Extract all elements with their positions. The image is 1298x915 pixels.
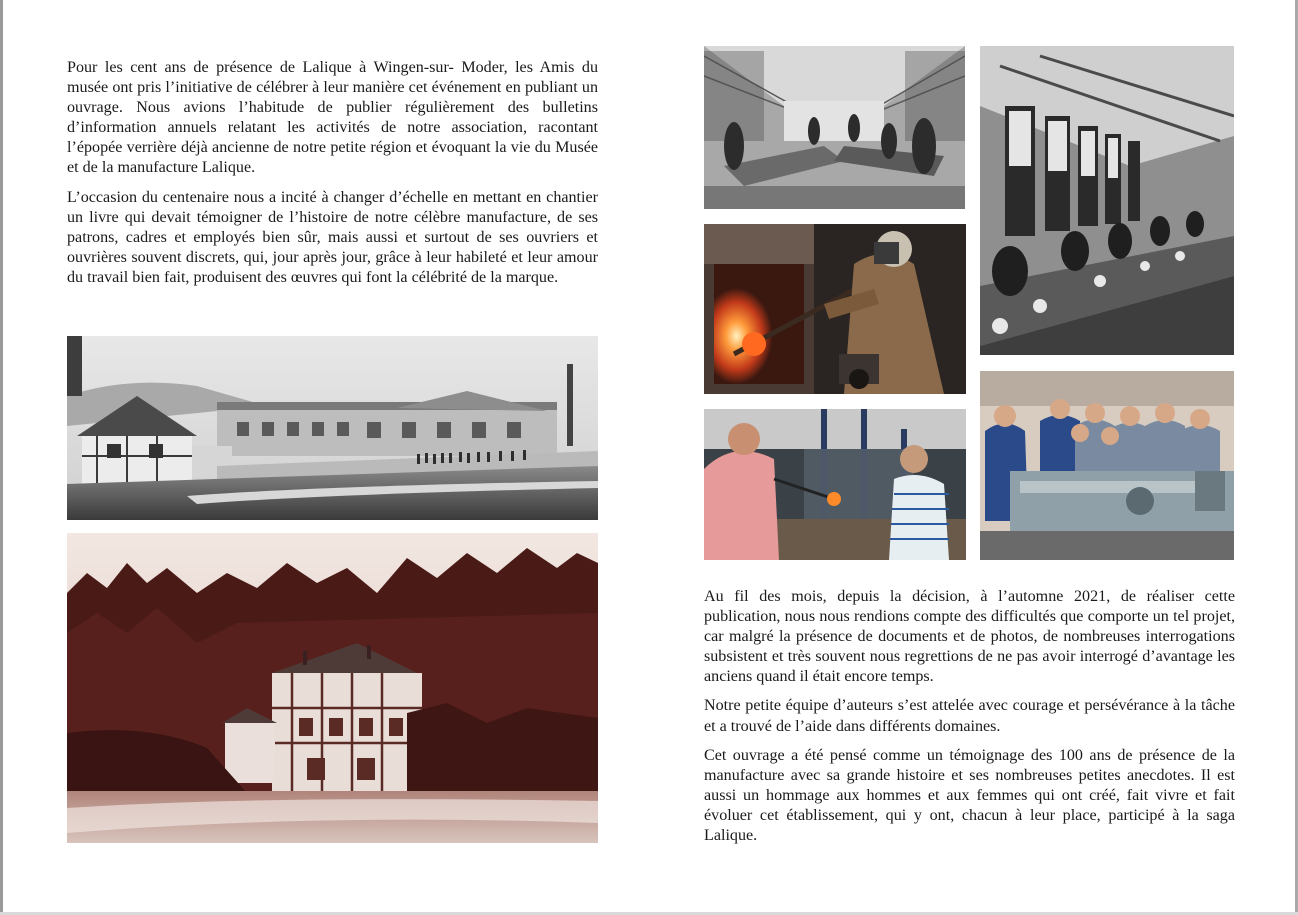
left-paragraph-1: Pour les cent ans de présence de Lalique à Wingen-sur- Moder, les Amis du musée ont pris l’initiative de célébrer à leur manière cet événement en publiant un ouvrage. Nous avions l’habitude de publier régulièrement des bulletins d’information annuels relatant les activités de notre association, racontant l’épopée verrière déjà ancienne de notre petite région et évoquant la vie du Musée et de la manufacture Lalique. [67, 59, 598, 177]
furnace-worker-photo [704, 224, 966, 394]
lathe-team-photo [980, 371, 1234, 560]
workshop-hall-photo [704, 46, 965, 209]
right-paragraph-1: Au fil des mois, depuis la décision, à l’automne 2021, de réaliser cette publication, nous nous rendions compte des difficultés que comporte un tel projet, car malgré la présence de documents et de photos, de nombreuses interrogations subsistent et très souvent nous regrettions de ne pas avoir interrogé d’avantage les anciens quand il était encore temps. [704, 588, 1235, 686]
right-paragraph-3: Cet ouvrage a été pensé comme un témoignage des 100 ans de présence de la manufacture avec sa grande histoire et ses nombreuses petites anecdotes. Il est aussi un hommage aux hommes et aux femmes qui ont créé, fait vivre et fait évoluer cet établissement, qui y ont, chacun à leur place, participé à la saga Lalique. [704, 746, 1235, 845]
left-paragraph-2: L’occasion du centenaire nous a incité à changer d’échelle en mettant en chantier un livre qui devait témoigner de l’histoire de notre célèbre manufacture, de ses patrons, cadres et employés bien sûr, mais aussi et surtout de ses ouvriers et ouvrières souvent discrets, qui, jour après jour, grâce à leur habileté et leur amour du travail bien fait, produisent des œuvres qui font la célébrité de la marque. [67, 188, 598, 286]
right-page-text [704, 587, 1235, 855]
workbench-room-photo [980, 46, 1234, 355]
left-page-text [67, 58, 598, 297]
villa-forest-photo [67, 533, 598, 843]
book-spread [3, 0, 1295, 913]
factory-exterior-photo [67, 336, 598, 520]
glassblowers-photo [704, 409, 966, 560]
right-paragraph-2: Notre petite équipe d’auteurs s’est attelée avec courage et persévérance à la tâche et a trouvé de l’aide dans différents domaines. [704, 697, 1235, 735]
